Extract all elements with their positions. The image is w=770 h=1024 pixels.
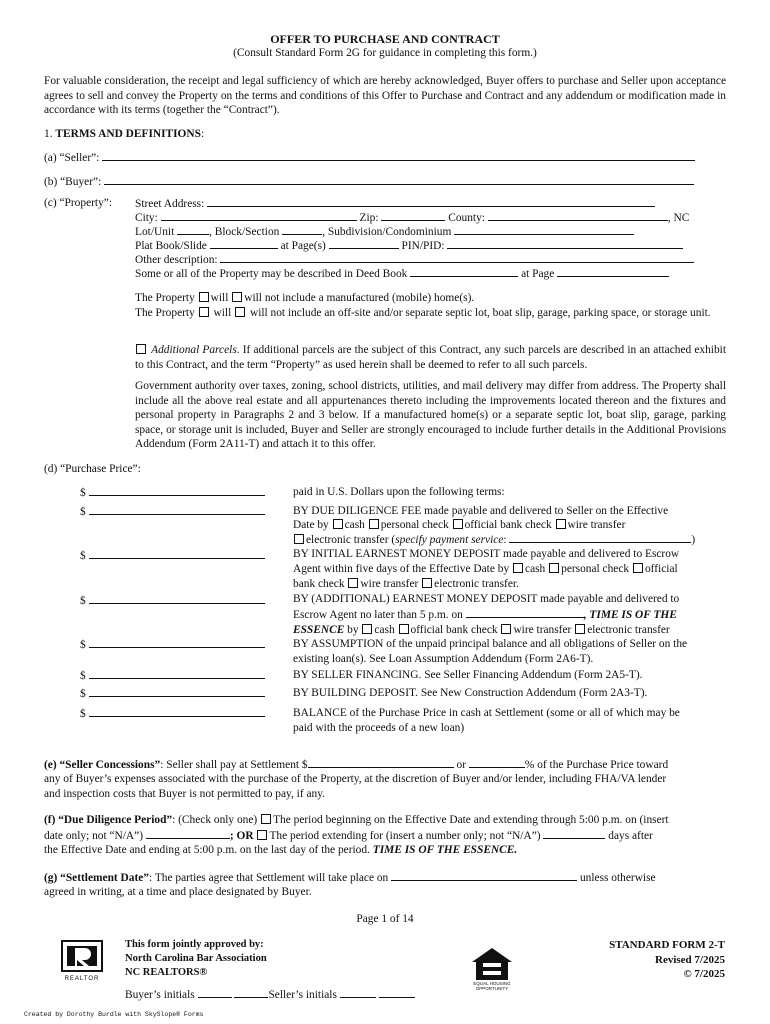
- street-row: Street Address:: [135, 196, 655, 212]
- form-id-block: STANDARD FORM 2-T Revised 7/2025 © 7/2025: [609, 939, 725, 980]
- seller-fin-text: BY SELLER FINANCING. See Seller Financing Addendum (Form 2A5-T).: [293, 669, 643, 681]
- page-subtitle: (Consult Standard Form 2G for guidance in completing this form.): [233, 47, 537, 59]
- dd-electronic-checkbox[interactable]: [294, 534, 304, 544]
- seller-label: (a) “Seller”:: [44, 152, 100, 164]
- deed-page-field[interactable]: [557, 266, 669, 277]
- add-line-2: Escrow Agent no later than 5 p.m. on , TIME IS OF THE: [293, 609, 677, 621]
- ddp-line-1: (f) “Due Diligence Period”: (Check only one) The period beginning on the Effective Date and extending through 5:00 p.m. on (insert: [44, 814, 669, 826]
- em-official-checkbox[interactable]: [633, 563, 643, 573]
- deed-book-field[interactable]: [410, 266, 518, 277]
- government-paragraph: Government authority over taxes, zoning, school districts, utilities, and mail delivery may differ from address. The Property shall include all the above real estate and all appurtenances thereto including the improvements located thereon and the fixtures and personal property in Paragraphs 2 and 3 below. If a manufactured home(s) or a separate septic lot, boat slip, garage, parking space, or storage unit is included, Buyer and Seller are strongly encouraged to include further details in the Additional Provisions Addendum (Form 2A11-T) and attach it to this offer.: [135, 380, 726, 450]
- add-em-amount: $: [80, 593, 265, 609]
- additional-parcels: Additional Parcels. If additional parcels are the subject of this Contract, any such parcels are described in an attached exhibit to this Contract, and the term “Property” as used herein shall be deemed to refer to all such parcels.: [135, 344, 726, 371]
- ddp-line-2: date only; not “N/A”) ; OR The period extending for (insert a number only; not “N/A”) days after: [44, 830, 653, 842]
- street-address-field[interactable]: [207, 196, 655, 207]
- settlement-line-1: (g) “Settlement Date”: The parties agree that Settlement will take place on unless otherwise: [44, 872, 656, 884]
- seller-row: [44, 150, 695, 166]
- ddp-days-field[interactable]: [543, 828, 605, 839]
- block-field[interactable]: [282, 224, 322, 235]
- dd-line-3: electronic transfer (specify payment service: ): [293, 532, 695, 548]
- section-heading: 1. TERMS AND DEFINITIONS:: [44, 128, 205, 140]
- buyer-label: (b) “Buyer”:: [44, 176, 102, 188]
- assume-line-1: BY ASSUMPTION of the unpaid principal balance and all obligations of Seller on the: [293, 638, 688, 650]
- buyer-initial-2-field[interactable]: [234, 987, 268, 998]
- building-field[interactable]: [89, 686, 265, 697]
- dd-line-1: BY DUE DILIGENCE FEE made payable and delivered to Seller on the Effective: [293, 505, 669, 517]
- dd-fee-amount: $: [80, 504, 265, 520]
- add-cash-checkbox[interactable]: [362, 624, 372, 634]
- ddp-line-3: the Effective Date and ending at 5:00 p.m. on the last day of the period. TIME IS OF THE ESSENCE.: [44, 844, 518, 856]
- equal-housing-icon: EQUAL HOUSING OPPORTUNITY: [468, 944, 516, 994]
- add-em-field[interactable]: [89, 593, 265, 604]
- concessions-percent-field[interactable]: [469, 757, 525, 768]
- add-official-checkbox[interactable]: [399, 624, 409, 634]
- zip-field[interactable]: [381, 210, 445, 221]
- realtor-logo-icon: REALTOR: [61, 940, 103, 980]
- em-cash-checkbox[interactable]: [513, 563, 523, 573]
- offsite-row: The Property will will not include an off-site and/or separate septic lot, boat slip, garage, parking space, or storage unit.: [135, 307, 711, 319]
- pin-field[interactable]: [447, 238, 683, 249]
- price-total-field[interactable]: [89, 485, 265, 496]
- approval-block: This form jointly approved by: North Carolina Bar Association NC REALTORS®: [125, 939, 267, 978]
- em-line-1: BY INITIAL EARNEST MONEY DEPOSIT made payable and delivered to Escrow: [293, 548, 680, 560]
- ddp-days-checkbox[interactable]: [257, 830, 267, 840]
- city-row: City: Zip: County: , NC: [135, 212, 690, 224]
- dd-cash-checkbox[interactable]: [333, 519, 343, 529]
- county-field[interactable]: [488, 210, 668, 221]
- buyer-initial-1-field[interactable]: [198, 987, 232, 998]
- settlement-date-field[interactable]: [391, 870, 577, 881]
- other-description-field[interactable]: [220, 252, 694, 263]
- buyer-row: [44, 174, 694, 190]
- assume-amount: $: [80, 637, 265, 653]
- buyer-field[interactable]: [104, 174, 694, 185]
- os-will-not-checkbox[interactable]: [235, 307, 245, 317]
- concessions-amount-field[interactable]: [308, 757, 454, 768]
- assume-field[interactable]: [89, 637, 265, 648]
- property-label: (c) “Property”:: [44, 197, 112, 209]
- lot-field[interactable]: [177, 224, 209, 235]
- em-amount: $: [80, 548, 265, 564]
- mh-will-checkbox[interactable]: [199, 292, 209, 302]
- os-will-checkbox[interactable]: [199, 307, 209, 317]
- initials-row: Buyer’s initials Seller’s initials: [125, 987, 415, 1003]
- balance-line-1: BALANCE of the Purchase Price in cash at Settlement (some or all of which may be: [293, 707, 680, 719]
- em-field[interactable]: [89, 548, 265, 559]
- purchase-price-label: (d) “Purchase Price”:: [44, 463, 141, 475]
- add-electronic-checkbox[interactable]: [575, 624, 585, 634]
- deed-row: Some or all of the Property may be described in Deed Book at Page: [135, 266, 669, 282]
- assume-line-2: existing loan(s). See Loan Assumption Addendum (Form 2A6-T).: [293, 653, 594, 665]
- ddp-date-field[interactable]: [146, 828, 230, 839]
- ddp-date-checkbox[interactable]: [261, 814, 271, 824]
- plat-field[interactable]: [210, 238, 278, 249]
- seller-initial-2-field[interactable]: [379, 987, 415, 998]
- add-line-1: BY (ADDITIONAL) EARNEST MONEY DEPOSIT made payable and delivered to: [293, 593, 680, 605]
- price-paid-text: paid in U.S. Dollars upon the following terms:: [293, 486, 505, 498]
- add-line-3: ESSENCE by cash official bank check wire transfer electronic transfer: [293, 624, 670, 636]
- seller-initial-1-field[interactable]: [340, 987, 376, 998]
- dd-personal-checkbox[interactable]: [369, 519, 379, 529]
- payment-service-field[interactable]: [509, 532, 691, 543]
- seller-fin-field[interactable]: [89, 668, 265, 679]
- em-electronic-checkbox[interactable]: [422, 578, 432, 588]
- building-text: BY BUILDING DEPOSIT. See New Construction Addendum (Form 2A3-T).: [293, 687, 648, 699]
- em-line-3: bank check wire transfer electronic transfer.: [293, 578, 519, 590]
- dd-wire-checkbox[interactable]: [556, 519, 566, 529]
- settlement-line-2: agreed in writing, at a time and place designated by Buyer.: [44, 886, 312, 898]
- mh-will-not-checkbox[interactable]: [232, 292, 242, 302]
- plat-pages-field[interactable]: [329, 238, 399, 249]
- lot-row: Lot/Unit , Block/Section , Subdivision/Condominium: [135, 224, 634, 240]
- city-field[interactable]: [161, 210, 357, 221]
- add-em-date-field[interactable]: [466, 607, 584, 618]
- seller-field[interactable]: [102, 150, 695, 161]
- em-wire-checkbox[interactable]: [348, 578, 358, 588]
- concessions-line-3: and inspection costs that Buyer is not permitted to pay, if any.: [44, 788, 326, 800]
- dd-official-checkbox[interactable]: [453, 519, 463, 529]
- seller-fin-amount: $: [80, 668, 265, 684]
- concessions-line-1: (e) “Seller Concessions”: Seller shall pay at Settlement $ or % of the Purchase Price toward: [44, 759, 669, 771]
- other-row: Other description:: [135, 252, 694, 268]
- dd-fee-field[interactable]: [89, 504, 265, 515]
- page-number: Page 1 of 14: [356, 913, 414, 925]
- intro-paragraph: For valuable consideration, the receipt and legal sufficiency of which are hereby acknowledged, Buyer offers to purchase and Seller upon acceptance agrees to sell and convey the Property on the terms and conditions of this Offer to Purchase and Contract and any addendum or modification made in accordance with its terms (together the “Contract”).: [44, 75, 726, 116]
- balance-line-2: paid with the proceeds of a new loan): [293, 722, 465, 734]
- building-amount: $: [80, 686, 265, 702]
- balance-amount: $: [80, 706, 265, 722]
- add-wire-checkbox[interactable]: [501, 624, 511, 634]
- additional-parcels-checkbox[interactable]: [136, 344, 146, 354]
- em-line-2: Agent within five days of the Effective Date by cash personal check official: [293, 563, 678, 575]
- created-by-note: Created by Dorothy Burdle with SkySlope® Forms: [24, 1011, 204, 1018]
- page-title: OFFER TO PURCHASE AND CONTRACT: [270, 32, 500, 46]
- em-personal-checkbox[interactable]: [549, 563, 559, 573]
- concessions-line-2: any of Buyer’s expenses associated with the purchase of the Property, at the discretion of Buyer and/or lender, including FHA/VA lender: [44, 773, 667, 785]
- balance-field[interactable]: [89, 706, 265, 717]
- price-total: $: [80, 485, 265, 501]
- plat-row: Plat Book/Slide at Page(s) PIN/PID:: [135, 238, 683, 254]
- manufactured-home-row: The Property will will not include a manufactured (mobile) home(s).: [135, 292, 475, 304]
- subdivision-field[interactable]: [454, 224, 634, 235]
- dd-line-2: Date by cash personal check official bank check wire transfer: [293, 519, 626, 531]
